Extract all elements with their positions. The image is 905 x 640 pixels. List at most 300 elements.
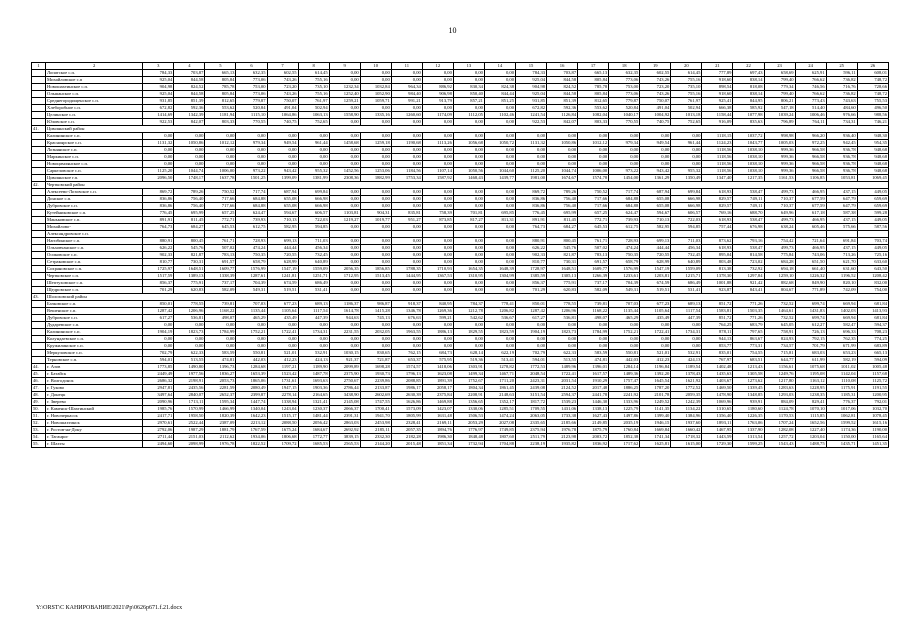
value-cell: 829,57: [702, 203, 733, 210]
value-cell: 1674,67: [547, 175, 578, 182]
value-cell: 1241,81: [267, 273, 298, 280]
value-cell: 0,00: [143, 343, 174, 350]
value-cell: 1043,77: [733, 140, 764, 147]
value-cell: [547, 231, 578, 238]
value-cell: 710,13: [640, 217, 671, 224]
value-cell: 750,35: [236, 252, 267, 259]
value-cell: 0,00: [422, 105, 453, 112]
value-cell: 661,40: [795, 266, 826, 273]
value-cell: 640,89: [671, 259, 702, 266]
value-cell: 1787,20: [640, 385, 671, 392]
value-cell: 0,00: [360, 238, 391, 245]
value-cell: 0,00: [391, 70, 422, 77]
value-cell: 0,00: [391, 259, 422, 266]
value-cell: 1200,95: [857, 392, 888, 399]
value-cell: 1396,73: [205, 364, 236, 371]
value-cell: 1260,60: [391, 112, 422, 119]
value-cell: 1894,76: [422, 427, 453, 434]
value-cell: 0,00: [484, 119, 515, 126]
value-cell: 1729,30: [702, 441, 733, 448]
value-cell: 1930,73: [360, 371, 391, 378]
column-header: 7: [267, 63, 298, 70]
value-cell: 1384,96: [671, 413, 702, 420]
value-cell: 1806,68: [267, 434, 298, 441]
row-number-cell: [32, 329, 46, 336]
value-cell: 587,38: [826, 210, 857, 217]
value-cell: 0,00: [205, 133, 236, 140]
value-cell: 484,60: [826, 105, 857, 112]
value-cell: 766,62: [795, 77, 826, 84]
value-cell: 1734,31: [671, 329, 702, 336]
value-cell: 775,91: [547, 280, 578, 287]
value-cell: 1134,22: [671, 406, 702, 413]
value-cell: 0,00: [360, 147, 391, 154]
value-cell: 424,13: [298, 357, 329, 364]
table-row: [32, 147, 889, 154]
value-cell: 898,54: [702, 84, 733, 91]
value-cell: 2058,17: [422, 385, 453, 392]
value-cell: 466,95: [795, 189, 826, 196]
value-cell: 743,26: [640, 77, 671, 84]
value-cell: 596,11: [826, 70, 857, 77]
value-cell: 474,81: [578, 357, 609, 364]
value-cell: 1006,00: [205, 168, 236, 175]
value-cell: 2375,90: [329, 371, 360, 378]
value-cell: 1734,31: [298, 329, 329, 336]
value-cell: 684,73: [422, 350, 453, 357]
value-cell: 2652,37: [205, 392, 236, 399]
value-cell: 757,44: [702, 224, 733, 231]
value-cell: 0,00: [671, 161, 702, 168]
value-cell: 1037,72: [733, 133, 764, 140]
value-cell: 674,59: [267, 280, 298, 287]
value-cell: 850,01: [143, 301, 174, 308]
value-cell: 0,00: [609, 147, 640, 154]
value-cell: 1704,88: [484, 441, 515, 448]
value-cell: 851,72: [702, 315, 733, 322]
value-cell: 612,75: [236, 224, 267, 231]
value-cell: 697,43: [733, 70, 764, 77]
row-number-cell: [32, 224, 46, 231]
value-cell: 449,05: [857, 189, 888, 196]
value-cell: 498,07: [578, 315, 609, 322]
value-cell: 717,74: [236, 189, 267, 196]
value-cell: 732,45: [298, 252, 329, 259]
table-header: [32, 63, 889, 70]
value-cell: 0,00: [298, 161, 329, 168]
value-cell: 0,00: [236, 161, 267, 168]
value-cell: 717,66: [205, 203, 236, 210]
value-cell: 1196,52: [826, 273, 857, 280]
value-cell: 0,00: [236, 147, 267, 154]
table-row: [32, 308, 889, 315]
municipality-name-cell: г. Азов: [46, 364, 143, 371]
value-cell: 1190,68: [391, 140, 422, 147]
value-cell: 1303,91: [453, 364, 484, 371]
value-cell: 686,49: [671, 280, 702, 287]
table-row: [32, 343, 889, 350]
value-cell: 0,00: [453, 280, 484, 287]
value-cell: 1304,99: [484, 273, 515, 280]
value-cell: 1823,73: [547, 329, 578, 336]
value-cell: 583,59: [205, 350, 236, 357]
value-cell: 0,00: [360, 224, 391, 231]
value-cell: 1784,99: [578, 329, 609, 336]
value-cell: 1402,48: [702, 364, 733, 371]
value-cell: 618,93: [702, 217, 733, 224]
value-cell: 878,11: [702, 329, 733, 336]
value-cell: 0,00: [516, 133, 547, 140]
value-cell: 1458,68: [329, 140, 360, 147]
value-cell: [143, 231, 174, 238]
value-cell: 513,41: [484, 357, 515, 364]
value-cell: 653,37: [391, 357, 422, 364]
value-cell: 1711,20: [484, 378, 515, 385]
column-header: 17: [578, 63, 609, 70]
value-cell: 954,35: [857, 140, 888, 147]
value-cell: 618,93: [702, 189, 733, 196]
value-cell: 1547,19: [267, 266, 298, 273]
table-row: [32, 77, 889, 84]
value-cell: 1654,35: [453, 266, 484, 273]
value-cell: 2185,11: [360, 427, 391, 434]
value-cell: 582,95: [640, 224, 671, 231]
value-cell: 1228,95: [795, 385, 826, 392]
value-cell: 1062,81: [826, 413, 857, 420]
value-cell: 1189,54: [671, 364, 702, 371]
value-cell: 594,67: [267, 210, 298, 217]
value-cell: 691,57: [578, 259, 609, 266]
value-cell: [422, 231, 453, 238]
value-cell: 645,53: [578, 224, 609, 231]
value-cell: 2335,65: [516, 420, 547, 427]
value-cell: 1305,13: [547, 273, 578, 280]
value-cell: 1259,21: [329, 98, 360, 105]
value-cell: 1110,08: [826, 378, 857, 385]
value-cell: 702,79: [516, 350, 547, 357]
column-header: 6: [236, 63, 267, 70]
value-cell: 1684,67: [298, 427, 329, 434]
value-cell: 0,00: [329, 336, 360, 343]
value-cell: 536,67: [484, 315, 515, 322]
value-cell: 0,00: [143, 322, 174, 329]
value-cell: 1356,40: [702, 413, 733, 420]
value-cell: 1361,29: [640, 175, 671, 182]
value-cell: 721,87: [360, 357, 391, 364]
value-cell: 739,93: [236, 217, 267, 224]
municipality-name-cell: Ольховчанское с.п.: [46, 245, 143, 252]
value-cell: 2278,14: [267, 392, 298, 399]
value-cell: 1044,60: [484, 168, 515, 175]
value-cell: 746,56: [795, 84, 826, 91]
value-cell: 1977,56: [174, 371, 205, 378]
value-cell: 695,85: [484, 210, 515, 217]
value-cell: 449,05: [857, 217, 888, 224]
value-cell: 754,00: [857, 287, 888, 294]
value-cell: 536,81: [174, 315, 205, 322]
value-cell: 538,47: [733, 217, 764, 224]
value-cell: 683,79: [733, 322, 764, 329]
value-cell: 0,00: [143, 161, 174, 168]
value-cell: 830,65: [360, 350, 391, 357]
table-row: [32, 231, 889, 238]
value-cell: 1402,03: [826, 308, 857, 315]
value-cell: 444,44: [640, 245, 671, 252]
value-cell: 0,00: [360, 105, 391, 112]
value-cell: 1106,85: [795, 175, 826, 182]
value-cell: 821,87: [547, 252, 578, 259]
value-cell: 633,60: [857, 259, 888, 266]
value-cell: 1070,10: [795, 406, 826, 413]
value-cell: 631,60: [826, 266, 857, 273]
value-cell: 0,00: [453, 161, 484, 168]
value-cell: 999,36: [764, 168, 795, 175]
value-cell: 740,75: [267, 119, 298, 126]
value-cell: 0,00: [453, 147, 484, 154]
value-cell: 0,00: [609, 322, 640, 329]
column-header: 3: [143, 63, 174, 70]
value-cell: 1817,72: [516, 399, 547, 406]
value-cell: 904,31: [360, 210, 391, 217]
value-cell: [640, 231, 671, 238]
value-cell: 0,00: [329, 105, 360, 112]
value-cell: 1285,51: [484, 406, 515, 413]
value-cell: 0,00: [671, 343, 702, 350]
value-cell: 1570,99: [174, 406, 205, 413]
value-cell: 696,33: [826, 329, 857, 336]
value-cell: 0,00: [391, 343, 422, 350]
value-cell: 0,00: [453, 252, 484, 259]
value-cell: 1599,52: [826, 420, 857, 427]
value-cell: 0,00: [174, 161, 205, 168]
value-cell: 1414,69: [143, 112, 174, 119]
value-cell: 2088,85: [391, 378, 422, 385]
value-cell: 0,00: [329, 280, 360, 287]
value-cell: 1217,35: [733, 175, 764, 182]
value-cell: 0,00: [640, 322, 671, 329]
value-cell: 1489,36: [609, 371, 640, 378]
value-cell: 3151,54: [516, 392, 547, 399]
value-cell: 986,87: [360, 301, 391, 308]
value-cell: 491,04: [267, 105, 298, 112]
value-cell: 2328,41: [391, 420, 422, 427]
value-cell: 732,45: [671, 252, 702, 259]
municipality-name-cell: Целинское с.п.: [46, 112, 143, 119]
value-cell: 1124,78: [764, 406, 795, 413]
value-cell: 531,41: [671, 287, 702, 294]
value-cell: 869,72: [516, 189, 547, 196]
value-cell: 1181,94: [205, 112, 236, 119]
table-row: [32, 392, 889, 399]
value-cell: 538,47: [733, 245, 764, 252]
value-cell: 948,68: [857, 147, 888, 154]
table-row: [32, 322, 889, 329]
value-cell: 0,00: [422, 147, 453, 154]
value-cell: 1609,77: [578, 266, 609, 273]
value-cell: 1203,81: [640, 273, 671, 280]
row-number-cell: [32, 336, 46, 343]
value-cell: 998,98: [764, 133, 795, 140]
value-cell: 948,68: [857, 161, 888, 168]
value-cell: 655,08: [267, 196, 298, 203]
value-cell: 620,83: [174, 287, 205, 294]
value-cell: 755,16: [671, 77, 702, 84]
value-cell: 0,00: [484, 154, 515, 161]
value-cell: 906,98: [422, 91, 453, 98]
value-cell: 665,13: [578, 70, 609, 77]
value-cell: 1881,79: [205, 427, 236, 434]
value-cell: 666,98: [298, 196, 329, 203]
value-cell: 923,87: [702, 287, 733, 294]
value-cell: 732,52: [764, 315, 795, 322]
value-cell: 447,39: [298, 315, 329, 322]
municipality-name-cell: Нагибинское с.п.: [46, 238, 143, 245]
value-cell: 2048,54: [516, 371, 547, 378]
value-cell: 972,25: [795, 140, 826, 147]
value-cell: 811,45: [174, 217, 205, 224]
value-cell: 1904,19: [516, 329, 547, 336]
value-cell: 624,47: [236, 210, 267, 217]
value-cell: 1617,57: [578, 371, 609, 378]
value-cell: 1082,04: [578, 112, 609, 119]
value-cell: 1599,25: [733, 441, 764, 448]
value-cell: 672,82: [143, 105, 174, 112]
value-cell: 1004,92: [640, 112, 671, 119]
value-cell: 764,25: [702, 322, 733, 329]
value-cell: 2970,61: [143, 420, 174, 427]
table-row: [32, 301, 889, 308]
value-cell: 691,57: [205, 259, 236, 266]
value-cell: 513,55: [547, 357, 578, 364]
value-cell: 778,55: [547, 301, 578, 308]
value-cell: 0,00: [205, 147, 236, 154]
value-cell: 0,00: [360, 70, 391, 77]
value-cell: 2063,05: [516, 413, 547, 420]
value-cell: 1807,60: [484, 434, 515, 441]
value-cell: 818,08: [733, 84, 764, 91]
value-cell: 695,99: [174, 210, 205, 217]
value-cell: 0,00: [484, 133, 515, 140]
value-cell: 0,00: [360, 280, 391, 287]
value-cell: 895,04: [702, 252, 733, 259]
value-cell: 640,89: [298, 259, 329, 266]
column-header: 23: [764, 63, 795, 70]
value-cell: 764,73: [516, 224, 547, 231]
value-cell: 2435,56: [174, 385, 205, 392]
value-cell: 1749,85: [484, 427, 515, 434]
value-cell: 778,55: [174, 301, 205, 308]
table-body: [32, 70, 889, 448]
value-cell: 0,00: [640, 133, 671, 140]
value-cell: 474,24: [609, 245, 640, 252]
value-cell: 1539,23: [547, 399, 578, 406]
value-cell: 1623,08: [422, 371, 453, 378]
value-cell: 1478,90: [702, 392, 733, 399]
value-cell: 2565,53: [329, 441, 360, 448]
value-cell: 925,04: [516, 77, 547, 84]
value-cell: 1447,74: [236, 399, 267, 406]
value-cell: 669,94: [826, 301, 857, 308]
value-cell: 1040,17: [609, 112, 640, 119]
value-cell: 771,26: [733, 315, 764, 322]
value-cell: 1053,81: [826, 175, 857, 182]
value-cell: 465,29: [609, 315, 640, 322]
value-cell: 1852,38: [609, 434, 640, 441]
value-cell: 863,67: [733, 336, 764, 343]
municipality-name-cell: г. Шахты: [46, 441, 143, 448]
row-number-cell: [32, 133, 46, 140]
value-cell: 687,94: [640, 189, 671, 196]
value-cell: 778,41: [484, 301, 515, 308]
value-cell: 2056,35: [329, 266, 360, 273]
column-header: 1: [32, 63, 46, 70]
value-cell: 689,13: [298, 301, 329, 308]
value-cell: 0,00: [422, 287, 453, 294]
value-cell: 1543,43: [764, 441, 795, 448]
value-cell: 1822,52: [236, 441, 267, 448]
value-cell: 1653,39: [236, 371, 267, 378]
value-cell: 737,17: [578, 280, 609, 287]
value-cell: 499,73: [764, 189, 795, 196]
value-cell: 622,33: [547, 350, 578, 357]
value-cell: 684,27: [174, 224, 205, 231]
value-cell: 0,00: [516, 322, 547, 329]
value-cell: 701,79: [795, 343, 826, 350]
municipality-name-cell: Новошахтинское с.п.: [46, 84, 143, 91]
value-cell: 1614,78: [329, 308, 360, 315]
value-cell: 1180,60: [733, 406, 764, 413]
value-cell: 647,79: [826, 196, 857, 203]
value-cell: 1985,76: [143, 406, 174, 413]
value-cell: 743,26: [267, 77, 298, 84]
value-cell: 1174,09: [422, 112, 453, 119]
value-cell: 2185,66: [547, 420, 578, 427]
value-cell: 666,98: [298, 203, 329, 210]
value-cell: 649,96: [764, 210, 795, 217]
table-row: [32, 119, 889, 126]
value-cell: 1431,83: [795, 308, 826, 315]
value-cell: 0,00: [329, 161, 360, 168]
value-cell: 1399,09: [267, 175, 298, 182]
value-cell: 1131,32: [516, 140, 547, 147]
value-cell: 1305,58: [733, 371, 764, 378]
value-cell: 1986,30: [422, 434, 453, 441]
value-cell: 0,00: [484, 336, 515, 343]
value-cell: 886,92: [422, 84, 453, 91]
value-cell: 921,37: [329, 357, 360, 364]
value-cell: 1576,99: [236, 266, 267, 273]
municipality-name-cell: Сетраковское с.п.: [46, 259, 143, 266]
value-cell: 1823,73: [174, 329, 205, 336]
value-cell: 1208,42: [857, 273, 888, 280]
value-cell: 0,00: [143, 336, 174, 343]
value-cell: [764, 231, 795, 238]
value-cell: 1283,63: [764, 385, 795, 392]
value-cell: 0,00: [360, 119, 391, 126]
value-cell: 789,26: [174, 189, 205, 196]
value-cell: 1352,17: [484, 399, 515, 406]
value-cell: 2145,08: [329, 399, 360, 406]
value-cell: 849,90: [795, 280, 826, 287]
value-cell: 1313,54: [733, 434, 764, 441]
value-cell: 442,03: [609, 357, 640, 364]
value-cell: 936,78: [826, 161, 857, 168]
value-cell: 1615,16: [857, 420, 888, 427]
value-cell: 769,16: [702, 210, 733, 217]
value-cell: [795, 231, 826, 238]
value-cell: 502,94: [671, 105, 702, 112]
value-cell: 1117,54: [298, 308, 329, 315]
